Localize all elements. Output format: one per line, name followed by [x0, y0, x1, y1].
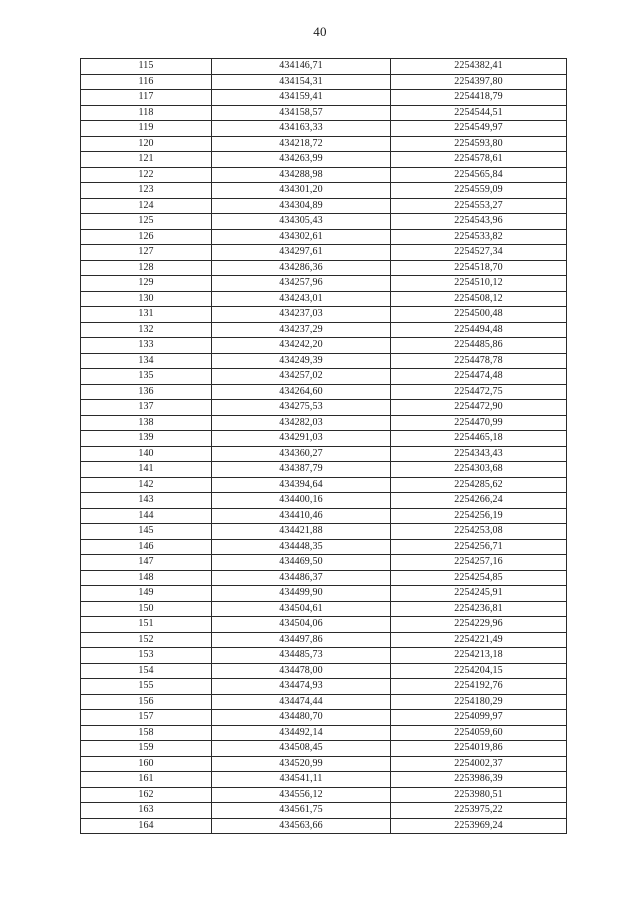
y-coordinate-cell: 2254578,61: [391, 152, 567, 168]
x-coordinate-cell: 434218,72: [212, 136, 391, 152]
point-number-cell: 140: [81, 446, 212, 462]
point-number-cell: 130: [81, 291, 212, 307]
y-coordinate-cell: 2254418,79: [391, 90, 567, 106]
point-number-cell: 163: [81, 803, 212, 819]
point-number-cell: 155: [81, 679, 212, 695]
y-coordinate-cell: 2254253,08: [391, 524, 567, 540]
table-row: [81, 431, 567, 447]
x-coordinate-cell: 434249,39: [212, 353, 391, 369]
point-number-cell: 133: [81, 338, 212, 354]
table-row: [81, 136, 567, 152]
point-number-cell: 147: [81, 555, 212, 571]
x-coordinate-cell: 434400,16: [212, 493, 391, 509]
y-coordinate-cell: 2254543,96: [391, 214, 567, 230]
point-number-cell: 126: [81, 229, 212, 245]
point-number-cell: 160: [81, 756, 212, 772]
y-coordinate-cell: 2254510,12: [391, 276, 567, 292]
point-number-cell: 161: [81, 772, 212, 788]
y-coordinate-cell: 2254565,84: [391, 167, 567, 183]
point-number-cell: 149: [81, 586, 212, 602]
x-coordinate-cell: 434243,01: [212, 291, 391, 307]
x-coordinate-cell: 434264,60: [212, 384, 391, 400]
x-coordinate-cell: 434291,03: [212, 431, 391, 447]
coordinates-table: [80, 58, 567, 834]
table-row: [81, 353, 567, 369]
point-number-cell: 141: [81, 462, 212, 478]
table-row: [81, 508, 567, 524]
x-coordinate-cell: 434302,61: [212, 229, 391, 245]
x-coordinate-cell: 434478,00: [212, 663, 391, 679]
y-coordinate-cell: 2253980,51: [391, 787, 567, 803]
x-coordinate-cell: 434275,53: [212, 400, 391, 416]
table-row: [81, 694, 567, 710]
x-coordinate-cell: 434561,75: [212, 803, 391, 819]
point-number-cell: 116: [81, 74, 212, 90]
point-number-cell: 143: [81, 493, 212, 509]
x-coordinate-cell: 434242,20: [212, 338, 391, 354]
table-row: [81, 617, 567, 633]
point-number-cell: 125: [81, 214, 212, 230]
table-row: [81, 90, 567, 106]
x-coordinate-cell: 434474,93: [212, 679, 391, 695]
y-coordinate-cell: 2254559,09: [391, 183, 567, 199]
x-coordinate-cell: 434480,70: [212, 710, 391, 726]
x-coordinate-cell: 434282,03: [212, 415, 391, 431]
point-number-cell: 131: [81, 307, 212, 323]
point-number-cell: 127: [81, 245, 212, 261]
table-row: [81, 710, 567, 726]
x-coordinate-cell: 434158,57: [212, 105, 391, 121]
table-row: [81, 663, 567, 679]
y-coordinate-cell: 2254533,82: [391, 229, 567, 245]
y-coordinate-cell: 2254019,86: [391, 741, 567, 757]
point-number-cell: 123: [81, 183, 212, 199]
x-coordinate-cell: 434563,66: [212, 818, 391, 834]
table-row: [81, 524, 567, 540]
table-row: [81, 183, 567, 199]
point-number-cell: 129: [81, 276, 212, 292]
table-row: [81, 291, 567, 307]
table-row: [81, 121, 567, 137]
y-coordinate-cell: 2254254,85: [391, 570, 567, 586]
table-row: [81, 260, 567, 276]
y-coordinate-cell: 2254180,29: [391, 694, 567, 710]
y-coordinate-cell: 2254285,62: [391, 477, 567, 493]
y-coordinate-cell: 2254472,75: [391, 384, 567, 400]
y-coordinate-cell: 2254213,18: [391, 648, 567, 664]
y-coordinate-cell: 2254236,81: [391, 601, 567, 617]
point-number-cell: 132: [81, 322, 212, 338]
table-row: [81, 570, 567, 586]
y-coordinate-cell: 2254256,71: [391, 539, 567, 555]
page-number: 40: [313, 24, 327, 39]
table-row: [81, 74, 567, 90]
x-coordinate-cell: 434421,88: [212, 524, 391, 540]
point-number-cell: 153: [81, 648, 212, 664]
y-coordinate-cell: 2253975,22: [391, 803, 567, 819]
point-number-cell: 148: [81, 570, 212, 586]
y-coordinate-cell: 2254553,27: [391, 198, 567, 214]
table-row: [81, 586, 567, 602]
x-coordinate-cell: 434288,98: [212, 167, 391, 183]
x-coordinate-cell: 434237,29: [212, 322, 391, 338]
y-coordinate-cell: 2254245,91: [391, 586, 567, 602]
table-row: [81, 105, 567, 121]
point-number-cell: 151: [81, 617, 212, 633]
y-coordinate-cell: 2254059,60: [391, 725, 567, 741]
point-number-cell: 154: [81, 663, 212, 679]
table-row: [81, 152, 567, 168]
table-row: [81, 415, 567, 431]
x-coordinate-cell: 434301,20: [212, 183, 391, 199]
point-number-cell: 156: [81, 694, 212, 710]
table-row: [81, 555, 567, 571]
point-number-cell: 118: [81, 105, 212, 121]
point-number-cell: 117: [81, 90, 212, 106]
point-number-cell: 135: [81, 369, 212, 385]
y-coordinate-cell: 2254474,48: [391, 369, 567, 385]
table-row: [81, 493, 567, 509]
y-coordinate-cell: 2254397,80: [391, 74, 567, 90]
y-coordinate-cell: 2254472,90: [391, 400, 567, 416]
y-coordinate-cell: 2254099,97: [391, 710, 567, 726]
point-number-cell: 121: [81, 152, 212, 168]
point-number-cell: 115: [81, 59, 212, 75]
table-row: [81, 369, 567, 385]
y-coordinate-cell: 2253969,24: [391, 818, 567, 834]
point-number-cell: 119: [81, 121, 212, 137]
x-coordinate-cell: 434154,31: [212, 74, 391, 90]
y-coordinate-cell: 2254494,48: [391, 322, 567, 338]
y-coordinate-cell: 2254204,15: [391, 663, 567, 679]
table-row: [81, 307, 567, 323]
table-row: [81, 167, 567, 183]
y-coordinate-cell: 2254518,70: [391, 260, 567, 276]
coordinates-table-body: [81, 59, 567, 834]
y-coordinate-cell: 2254303,68: [391, 462, 567, 478]
y-coordinate-cell: 2254470,99: [391, 415, 567, 431]
y-coordinate-cell: 2254002,37: [391, 756, 567, 772]
point-number-cell: 164: [81, 818, 212, 834]
table-row: [81, 818, 567, 834]
table-row: [81, 276, 567, 292]
x-coordinate-cell: 434163,33: [212, 121, 391, 137]
point-number-cell: 145: [81, 524, 212, 540]
y-coordinate-cell: 2254382,41: [391, 59, 567, 75]
x-coordinate-cell: 434360,27: [212, 446, 391, 462]
y-coordinate-cell: 2254485,86: [391, 338, 567, 354]
x-coordinate-cell: 434297,61: [212, 245, 391, 261]
x-coordinate-cell: 434508,45: [212, 741, 391, 757]
x-coordinate-cell: 434504,06: [212, 617, 391, 633]
x-coordinate-cell: 434286,36: [212, 260, 391, 276]
point-number-cell: 152: [81, 632, 212, 648]
table-row: [81, 725, 567, 741]
table-row: [81, 539, 567, 555]
x-coordinate-cell: 434541,11: [212, 772, 391, 788]
x-coordinate-cell: 434237,03: [212, 307, 391, 323]
point-number-cell: 122: [81, 167, 212, 183]
y-coordinate-cell: 2254257,16: [391, 555, 567, 571]
table-row: [81, 198, 567, 214]
table-row: [81, 214, 567, 230]
table-row: [81, 477, 567, 493]
y-coordinate-cell: 2254465,18: [391, 431, 567, 447]
y-coordinate-cell: 2254527,34: [391, 245, 567, 261]
x-coordinate-cell: 434448,35: [212, 539, 391, 555]
x-coordinate-cell: 434146,71: [212, 59, 391, 75]
point-number-cell: 124: [81, 198, 212, 214]
point-number-cell: 137: [81, 400, 212, 416]
table-row: [81, 741, 567, 757]
y-coordinate-cell: 2254478,78: [391, 353, 567, 369]
table-row: [81, 632, 567, 648]
point-number-cell: 159: [81, 741, 212, 757]
table-row: [81, 772, 567, 788]
y-coordinate-cell: 2254266,24: [391, 493, 567, 509]
point-number-cell: 136: [81, 384, 212, 400]
x-coordinate-cell: 434305,43: [212, 214, 391, 230]
point-number-cell: 120: [81, 136, 212, 152]
x-coordinate-cell: 434394,64: [212, 477, 391, 493]
x-coordinate-cell: 434474,44: [212, 694, 391, 710]
x-coordinate-cell: 434492,14: [212, 725, 391, 741]
x-coordinate-cell: 434257,96: [212, 276, 391, 292]
point-number-cell: 139: [81, 431, 212, 447]
table-row: [81, 384, 567, 400]
point-number-cell: 134: [81, 353, 212, 369]
x-coordinate-cell: 434304,89: [212, 198, 391, 214]
x-coordinate-cell: 434469,50: [212, 555, 391, 571]
table-row: [81, 59, 567, 75]
table-row: [81, 601, 567, 617]
point-number-cell: 146: [81, 539, 212, 555]
x-coordinate-cell: 434410,46: [212, 508, 391, 524]
table-row: [81, 803, 567, 819]
table-row: [81, 756, 567, 772]
point-number-cell: 162: [81, 787, 212, 803]
x-coordinate-cell: 434485,73: [212, 648, 391, 664]
table-row: [81, 462, 567, 478]
x-coordinate-cell: 434520,99: [212, 756, 391, 772]
y-coordinate-cell: 2254192,76: [391, 679, 567, 695]
y-coordinate-cell: 2254256,19: [391, 508, 567, 524]
y-coordinate-cell: 2253986,39: [391, 772, 567, 788]
point-number-cell: 142: [81, 477, 212, 493]
table-row: [81, 338, 567, 354]
point-number-cell: 150: [81, 601, 212, 617]
x-coordinate-cell: 434159,41: [212, 90, 391, 106]
table-row: [81, 679, 567, 695]
y-coordinate-cell: 2254343,43: [391, 446, 567, 462]
x-coordinate-cell: 434497,86: [212, 632, 391, 648]
table-row: [81, 446, 567, 462]
x-coordinate-cell: 434387,79: [212, 462, 391, 478]
point-number-cell: 128: [81, 260, 212, 276]
point-number-cell: 158: [81, 725, 212, 741]
x-coordinate-cell: 434499,90: [212, 586, 391, 602]
table-row: [81, 322, 567, 338]
y-coordinate-cell: 2254500,48: [391, 307, 567, 323]
x-coordinate-cell: 434504,61: [212, 601, 391, 617]
table-row: [81, 648, 567, 664]
y-coordinate-cell: 2254221,49: [391, 632, 567, 648]
table-row: [81, 400, 567, 416]
y-coordinate-cell: 2254508,12: [391, 291, 567, 307]
y-coordinate-cell: 2254544,51: [391, 105, 567, 121]
table-row: [81, 787, 567, 803]
x-coordinate-cell: 434263,99: [212, 152, 391, 168]
table-row: [81, 229, 567, 245]
table-row: [81, 245, 567, 261]
x-coordinate-cell: 434257,02: [212, 369, 391, 385]
y-coordinate-cell: 2254549,97: [391, 121, 567, 137]
point-number-cell: 138: [81, 415, 212, 431]
point-number-cell: 157: [81, 710, 212, 726]
y-coordinate-cell: 2254229,96: [391, 617, 567, 633]
x-coordinate-cell: 434486,37: [212, 570, 391, 586]
y-coordinate-cell: 2254593,80: [391, 136, 567, 152]
point-number-cell: 144: [81, 508, 212, 524]
x-coordinate-cell: 434556,12: [212, 787, 391, 803]
